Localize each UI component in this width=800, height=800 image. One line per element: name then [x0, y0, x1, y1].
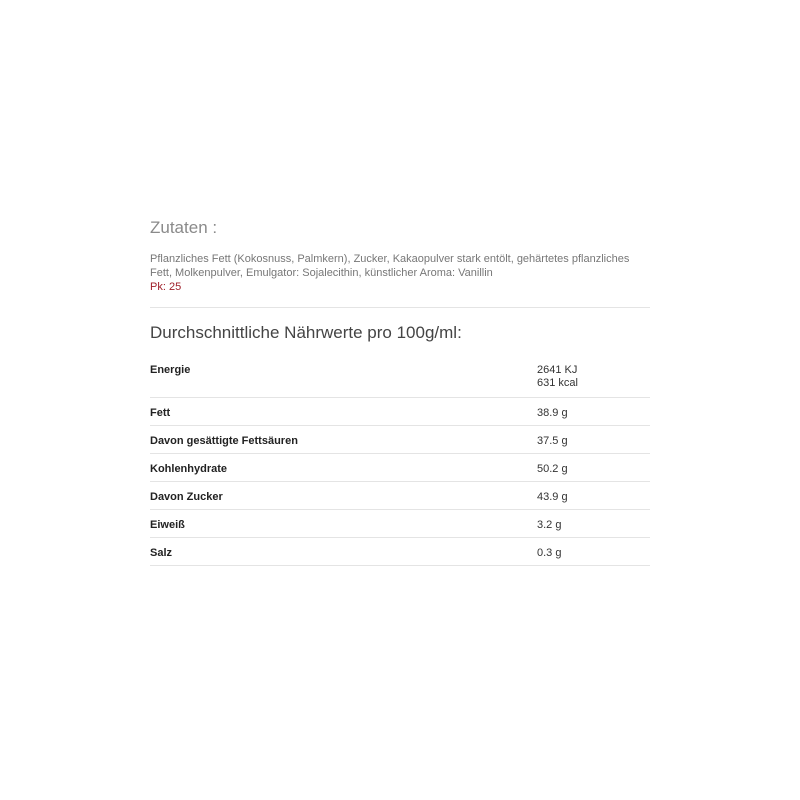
- nutrition-label: Kohlenhydrate: [150, 463, 228, 475]
- nutrition-label: Davon Zucker: [150, 491, 223, 503]
- nutrition-value-kcal: 631 kcal: [537, 377, 578, 389]
- pack-count: Pk: 25: [150, 281, 182, 293]
- section-divider: [150, 307, 650, 308]
- nutrition-value: 0.3 g: [537, 547, 562, 559]
- ingredients-heading: Zutaten :: [150, 218, 218, 237]
- nutrition-table: [150, 355, 650, 566]
- nutrition-row-sugar: [150, 482, 650, 510]
- nutrition-row-carbohydrates: [150, 454, 650, 482]
- nutrition-row-protein: [150, 510, 650, 538]
- nutrition-label: Energie: [150, 364, 191, 376]
- nutrition-row-energy: [150, 355, 650, 398]
- nutrition-row-saturated-fat: [150, 426, 650, 454]
- nutrition-value: 37.5 g: [537, 435, 568, 447]
- nutrition-label: Fett: [150, 407, 171, 419]
- nutrition-label: Salz: [150, 547, 173, 559]
- nutrition-value: 38.9 g: [537, 407, 568, 419]
- nutrition-row-salt: [150, 538, 650, 566]
- ingredients-text: Pflanzliches Fett (Kokosnuss, Palmkern), Zucker, Kakaopulver stark entölt, gehärtetes pflanzliches Fett, Molkenpulver, Emulgator: Sojalecithin, künstlicher Aroma: Vanillin: [150, 253, 630, 279]
- nutrition-value: 3.2 g: [537, 519, 562, 531]
- nutrition-value: 2641 KJ: [537, 364, 578, 376]
- nutrition-value: 43.9 g: [537, 491, 568, 503]
- nutrition-label: Davon gesättigte Fettsäuren: [150, 435, 298, 447]
- nutrition-row-fat: [150, 398, 650, 426]
- nutrition-label: Eiweiß: [150, 519, 185, 531]
- nutrition-heading: Durchschnittliche Nährwerte pro 100g/ml:: [150, 323, 462, 342]
- nutrition-value: 50.2 g: [537, 463, 568, 475]
